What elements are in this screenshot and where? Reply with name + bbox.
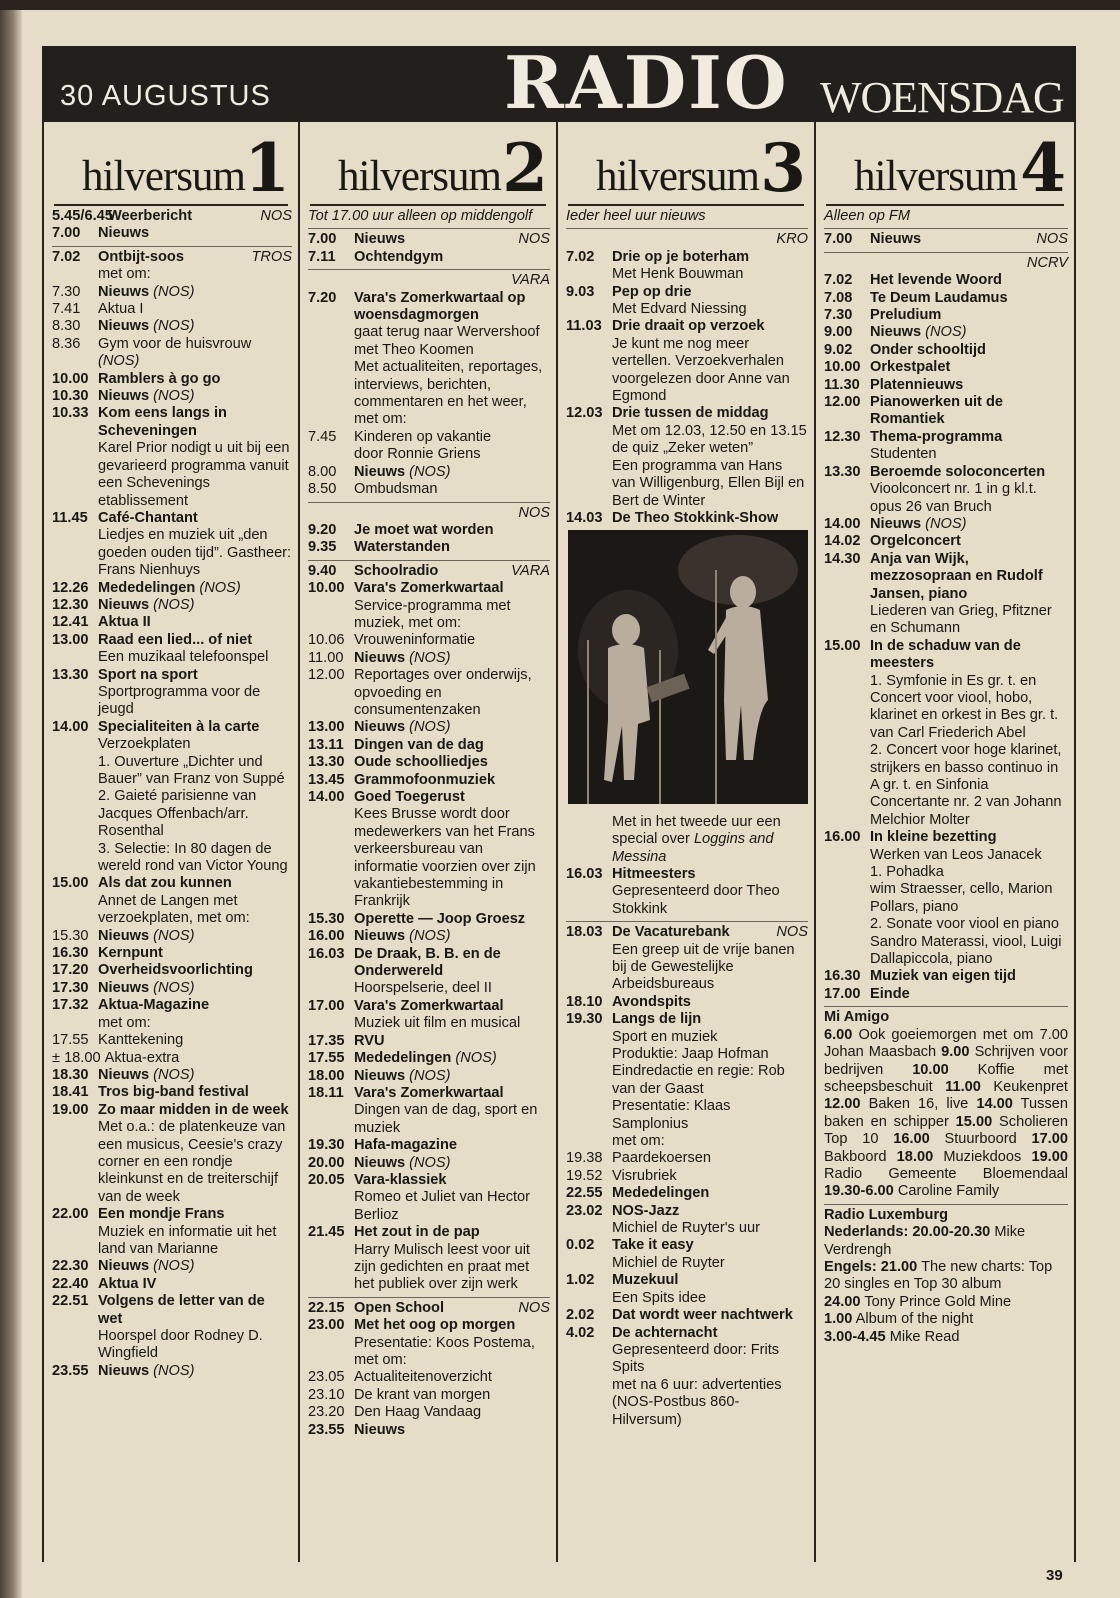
band-note: Tot 17.00 uur alleen op middengolf [308,208,533,224]
page-number: 39 [1046,1567,1063,1584]
list-item: 22.40 Aktua IV [52,1275,157,1292]
list-item: 10.00 Ramblers à go go [52,370,221,387]
list-item: 17.30 Nieuws (NOS) [52,979,195,996]
list-item: 10.06 Vrouweninformatie [308,632,476,649]
list-item: 17.00 Vara's Zomerkwartaal Muziek uit film en musical [308,997,521,1032]
list-item: 20.00 Nieuws (NOS) [308,1154,451,1171]
list-item: 9.40 Schoolradio VARA [308,562,550,579]
schedule [566,208,808,1429]
station-name: hilversum [854,153,1017,200]
list-item: 23.55 Nieuws [308,1421,406,1438]
list-item: 12.00 Reportages over onderwijs, opvoeding en consumentenzaken [308,667,532,718]
list-item: 14.03 De Theo Stokkink-Show [566,509,779,526]
list-item: 23.05 Actualiteitenoverzicht [308,1369,492,1386]
list-item: 12.26 Mededelingen (NOS) [52,579,241,596]
band-note: Alleen op FM [824,208,910,224]
list-item: 15.00 Als dat zou kunnen Annet de Langen met verzoekplaten, met om: [52,875,250,927]
list-item: 13.45 Grammofoonmuziek [308,771,496,788]
list-item: 7.02 Het levende Woord [824,272,1002,289]
list-item: 13.00 Nieuws (NOS) [308,719,451,736]
list-item: 13.11 Dingen van de dag [308,736,484,753]
broadcaster-label: VARA [511,272,550,289]
list-item: 8.36 Gym voor de huisvrouw (NOS) [52,335,252,370]
station-heading [568,129,806,207]
list-item: 17.32 Aktua-Magazine met om: [52,997,210,1031]
list-item: 9.03 Pep op drie Met Edvard Niessing [566,283,747,318]
broadcaster-label: NCRV [1026,254,1068,271]
list-item: 7.30 Nieuws (NOS) [52,283,195,300]
list-item: 8.00 Nieuws (NOS) [308,463,451,480]
schedule [824,208,1068,1346]
list-item: 17.55 Mededelingen (NOS) [308,1050,497,1067]
list-item: 9.35 Waterstanden [308,539,450,556]
list-item: 23.20 Den Haag Vandaag [308,1404,482,1421]
broadcaster-label: NOS [518,504,550,521]
list-item: 14.00 Goed Toegerust Kees Brusse wordt door medewerkers van het Frans verkeersbureau van informatie voorzien over zijn vakantiebestemming in Frankrijk [308,789,536,910]
list-item: 12.30 Thema-programma Studenten [824,428,1003,463]
photo-caption: Met in het tweede uur een special over Loggins and Messina [612,813,781,865]
list-item: 10.30 Nieuws (NOS) [52,388,195,405]
radio-luxemburg-block: Radio Luxemburg Nederlands: 20.00-20.30 Mike Verdrengh Engels: 21.00 The new charts: Top 20 singles en Top 30 album 24.00 Tony Prince Gold Mine 1.00 Album of the night 3.00-4.45 Mike Read [824,1206,1053,1345]
page-binding [0,0,22,1598]
list-item: 1.02 Muzekuul Een Spits idee [566,1272,707,1306]
list-item: 17.55 Kanttekening [52,1032,184,1049]
list-item: 7.41 Aktua I [52,301,144,318]
list-item: 7.00 Nieuws NOS [308,231,550,248]
list-item: 17.20 Overheidsvoorlichting [52,962,253,979]
column-hilversum-3 [558,122,816,1562]
list-item: 18.03 De Vacaturebank NOS Een greep uit de vrije banen bij de Gewestelijke Arbeidsbureaus [566,924,808,993]
list-item: 0.02 Take it easy Michiel de Ruyter [566,1237,725,1271]
page-header [42,40,1076,125]
list-item: 11.30 Platennieuws [824,376,964,393]
list-item: 22.30 Nieuws (NOS) [52,1258,195,1275]
list-item: 22.15 Open School NOS [308,1299,550,1316]
schedule [308,208,550,1439]
station-name: hilversum [82,153,245,200]
list-item: 16.30 Kernpunt [52,945,163,962]
list-item: 15.00 In de schaduw van de meesters 1. Symfonie in Es gr. t. en Concert voor viool, hobo, klarinet en orkest in Bes gr. t. van Carl Friederich Abel 2. Concert voor hoge klarinet, strijkers en basso continuo in A gr. t. en Sinfonia Concertante nr. 2 van Johann Melchior Molter [824,637,1062,828]
list-item: 18.30 Nieuws (NOS) [52,1066,195,1083]
list-item: 18.10 Avondspits [566,993,691,1010]
station-heading [54,129,290,207]
list-item: 19.38 Paardekoersen [566,1150,711,1167]
list-item: 12.41 Aktua II [52,614,151,631]
list-item: 7.45 Kinderen op vakantie door Ronnie Griens [308,428,492,463]
list-item: 18.11 Vara's Zomerkwartaal Dingen van de dag, sport en muziek [308,1084,538,1136]
list-item: 14.00 Nieuws (NOS) [824,515,967,532]
list-item: 19.00 Zo maar midden in de week Met o.a.: de platenkeuze van een musicus, Ceesie's crazy corner en een rondje kleinkunst en de treiterschijf van de week [52,1101,289,1205]
list-item: 23.00 Met het oog op morgen Presentatie: Koos Postema, met om: [308,1317,535,1368]
list-item: 11.03 Drie draait op verzoek Je kunt me nog meer vertellen. Verzoekverhalen voorgelezen door Anne van Egmond [566,318,790,405]
station-number: 1 [244,129,290,207]
list-item: 23.02 NOS-Jazz Michiel de Ruyter's uur [566,1202,760,1237]
list-item: 11.00 Nieuws (NOS) [308,649,451,666]
list-item: 13.30 Sport na sport Sportprogramma voor de jeugd [52,666,261,718]
station-number: 4 [1020,129,1066,207]
list-item: 7.00 Nieuws NOS [824,231,1068,248]
list-item: 5.45/6.45 Weerbericht NOS [52,208,292,224]
list-item: 17.00 Einde [824,985,910,1002]
list-item: 16.03 Hitmeesters Gepresenteerd door Theo Stokkink [566,865,780,917]
column-hilversum-2 [300,122,558,1562]
list-item: 14.02 Orgelconcert [824,533,961,550]
station-heading [310,129,548,207]
schedule [52,208,292,1380]
broadcaster-label: KRO [776,231,808,248]
station-heading [826,129,1066,207]
list-item: 16.00 In kleine bezetting Werken van Leos Janacek 1. Pohadka wim Straesser, cello, Marion Pollars, piano 2. Sonate voor viool en piano Sandro Materassi, viool, Luigi Dallapiccola, piano [824,829,1062,968]
station-number: 2 [502,129,548,207]
list-item: 19.30 Hafa-magazine [308,1137,457,1154]
list-item: 18.00 Nieuws (NOS) [308,1067,451,1084]
list-item: 20.05 Vara-klassiek Romeo et Juliet van Hector Berlioz [308,1171,531,1223]
list-item: 15.30 Nieuws (NOS) [52,927,195,944]
concert-photo [568,530,808,804]
list-item: 10.33 Kom eens langs in Scheveningen Karel Prior nodigt u uit bij een gevarieerd programma vanuit een Schevenings etablissement [52,405,290,509]
header-title: RADIO [504,40,789,125]
list-item: 13.00 Raad een lied... of niet Een muzikaal telefoonspel [52,631,269,666]
column-hilversum-4 [816,122,1076,1562]
station-name: hilversum [338,153,501,200]
list-item: 12.03 Drie tussen de middag Met om 12.03, 12.50 en 13.15 de quiz „Zeker weten” Een programma van Hans van Willigenburg, Ellen Bijl en Bert de Winter [566,405,807,509]
list-item: 11.45 Café-Chantant Liedjes en muziek uit „den goeden ouden tijd”. Gastheer: Frans Nienhuys [52,509,292,579]
list-item: 9.02 Onder schooltijd [824,341,986,358]
station-name: hilversum [596,153,759,200]
list-item: 7.20 Vara's Zomerkwartaal op woensdagmorgen gaat terug naar Wervershoof met Theo Koomen Met actualiteiten, reportages, interviews, berichten, commentaren en het weer, met om: [308,289,543,428]
list-item: 12.30 Nieuws (NOS) [52,596,195,613]
column-hilversum-1 [42,122,300,1562]
list-item: 7.00 Nieuws [52,225,150,242]
station-number: 3 [760,129,806,207]
list-item: 16.03 De Draak, B. B. en de Onderwereld Hoorspelserie, deel II [308,945,501,997]
list-item: 18.41 Tros big-band festival [52,1084,249,1101]
list-item: 22.55 Mededelingen [566,1185,710,1202]
list-item: 8.50 Ombudsman [308,481,438,498]
list-item: 7.11 Ochtendgym [308,248,444,265]
list-item: 22.51 Volgens de letter van de wet Hoorspel door Rodney D. Wingfield [52,1293,265,1362]
header-date: 30 AUGUSTUS [60,80,271,112]
mi-amigo-block: Mi Amigo 6.00 Ook goeiemorgen met om 7.00 Johan Maasbach 9.00 Schrijven voor bedrijven 10.00 Koffie met scheepsbeschuit 11.00 Keukenpret 12.00 Baken 16, live 14.00 Tussen baken en schipper 15.00 Scholieren Top 10 16.00 Stuurboord 17.00 Bakboord 18.00 Muziekdoos 19.00 Radio Gemeente Bloemendaal 19.30-6.00 Caroline Family [824,1009,1069,1200]
list-item: 7.02 Ontbijt-soos TROS met om: [52,248,292,283]
list-item: 10.00 Orkestpalet [824,359,951,376]
list-item: 14.30 Anja van Wijk, mezzosopraan en Rudolf Jansen, piano Liederen van Grieg, Pfitzner en Schumann [824,550,1052,637]
list-item: ± 18.00 Aktua-extra [52,1049,180,1066]
list-item: 23.55 Nieuws (NOS) [52,1362,195,1379]
header-day: WOENSDAG [820,73,1064,122]
list-item: 13.30 Oude schoolliedjes [308,754,488,771]
list-item: 19.30 Langs de lijn Sport en muziek Produktie: Jaap Hofman Eindredactie en regie: Rob van der Gaast Presentatie: Klaas Samplonius met om: [566,1011,785,1150]
list-item: 9.00 Nieuws (NOS) [824,324,967,341]
list-item: 22.00 Een mondje Frans Muziek en informatie uit het land van Marianne [52,1206,277,1257]
list-item: 4.02 De achternacht Gepresenteerd door: Frits Spits met na 6 uur: advertenties (NOS-Postbus 860-Hilversum) [566,1324,782,1428]
list-item: 17.35 RVU [308,1032,385,1049]
band-note: Ieder heel uur nieuws [566,208,706,224]
list-item: 21.45 Het zout in de pap Harry Mulisch leest voor uit zijn gedichten en praat met het publiek over zijn werk [308,1224,530,1293]
list-item: 13.30 Beroemde soloconcerten Vioolconcert nr. 1 in g kl.t. opus 26 van Bruch [824,463,1046,515]
list-item: 23.10 De krant van morgen [308,1386,491,1403]
list-item: 9.20 Je moet wat worden [308,521,494,538]
list-item: 2.02 Dat wordt weer nachtwerk [566,1307,793,1324]
list-item: 16.30 Muziek van eigen tijd [824,968,1016,985]
list-item: 19.52 Visrubriek [566,1167,677,1184]
list-item: 15.30 Operette — Joop Groesz [308,910,526,927]
list-item: 16.00 Nieuws (NOS) [308,928,451,945]
top-edge [0,0,1120,10]
list-item: 14.00 Specialiteiten à la carte Verzoekplaten 1. Ouverture „Dichter und Bauer” van Franz von Suppé 2. Gaieté parisienne van Jacques Offenbach/arr. Rosenthal 3. Selectie: In 80 dagen de wereld rond van Victor Young [52,718,288,875]
list-item: 7.08 Te Deum Laudamus [824,289,1008,306]
list-item: 7.02 Drie op je boterham Met Henk Bouwman [566,248,750,283]
list-item: 8.30 Nieuws (NOS) [52,318,195,335]
list-item: 7.30 Preludium [824,307,942,324]
list-item: 10.00 Vara's Zomerkwartaal Service-programma met muziek, met om: [308,580,511,631]
list-item: 12.00 Pianowerken uit de Romantiek [824,394,1003,428]
